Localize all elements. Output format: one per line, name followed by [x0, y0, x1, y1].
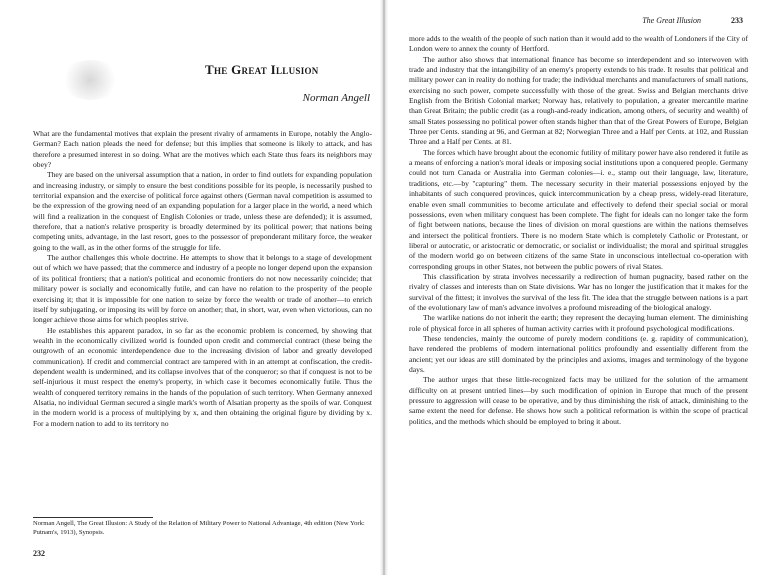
page-number-left: 232: [33, 549, 45, 558]
footnote: Norman Angell, The Great Illusion: A Study of the Relation of Military Power to National Advantage, 4th edition (New York: Putnam's, 1913), Synopsis.: [33, 520, 365, 536]
paragraph: These tendencies, mainly the outcome of purely modern conditions (e. g. rapidity of communication), have rendered the problems of modern international politics profoundly and essentially different from the ancient; yet our ideas are still dominated by the principles and axioms, images and terminology of the bygone days.: [409, 333, 748, 374]
left-body-text: [33, 129, 372, 429]
running-head: The Great Illusion: [642, 16, 701, 25]
paragraph: The author challenges this whole doctrine. He attempts to show that it belongs to a stage of development out of which we have passed; that the commerce and industry of a people no longer depend upon the expansion of its political frontiers; that a nation's political and economic frontiers do not now necessarily coincide; that military power is socially and economically futile, and can have no relation to the prosperity of the people exercising it; that it is impossible for one nation to seize by force the wealth or trade of another—to enrich itself by subjugating, or imposing its will by force on another; that, in short, war, even when victorious, can no longer achieve those aims for which peoples strive.: [33, 253, 372, 325]
paragraph: What are the fundamental motives that explain the present rivalry of armaments in Europe, notably the Anglo-German? Each nation pleads the need for defense; but this implies that someone is likely to attack, and has therefore a presumed interest in so doing. What are the motives which each State thus fears its neighbors may obey?: [33, 129, 372, 170]
book-gutter: [380, 0, 388, 575]
page-smudge: [60, 60, 120, 100]
paragraph: The author urges that these little-recognized facts may be utilized for the solution of the armament difficulty on at present untried lines—by such modification of opinion in Europe that much of the present pressure to aggression will cease to be operative, and by thus diminishing the risk of attack, diminishing to the same extent the need for defense. He shows how such a political reformation is within the scope of practical politics, and the methods which should be employed to bring it about.: [409, 375, 748, 426]
right-body-text: [409, 34, 748, 427]
paragraph: This classification by strata involves necessarily a redirection of human pugnacity, based rather on the rivalry of classes and interests than on State divisions. War has no longer the justification that it makes for the survival of the fittest; it involves the survival of the less fit. The idea that the struggle between nations is a part of the evolutionary law of man's advance involves a profound misreading of the biological analogy.: [409, 271, 748, 312]
right-page: [384, 0, 768, 575]
paragraph: more adds to the wealth of the people of such nation than it would add to the wealth of Londoners if the City of London were to annex the county of Hertford.: [409, 34, 748, 54]
paragraph: The author also shows that international finance has become so interdependent and so interwoven with trade and industry that the intangibility of an enemy's property extends to his trade. It results that political and military power can in reality do nothing for trade; the individual merchants and manufacturers of small nations, exercising no such power, compete successfully with those of the great. Swiss and Belgian merchants drive English from the British Colonial market; Norway has, relatively to population, a greater mercantile marine than Great Britain; the public credit (as a rough-and-ready indication, among others, of security and wealth) of small States possessing no political power often stands higher than that of the Great Powers of Europe, Belgian Three per Cents. standing at 96, and German at 82; Norwegian Three and a Half per Cents. at 102, and Russian Three and a Half per Cents. at 81.: [409, 54, 748, 147]
page-number-right: 233: [731, 16, 743, 25]
footnote-rule: [33, 517, 153, 518]
paragraph: He establishes this apparent paradox, in so far as the economic problem is concerned, by showing that wealth in the economically civilized world is founded upon credit and commercial contract (these being the outgrowth of an economic interdependence due to the increasing division of labor and greatly developed communication). If credit and commercial contract are tampered with in an attempt at confiscation, the credit-dependent wealth is undermined, and its collapse involves that of the conqueror; so that if conquest is not to be self-injurious it must respect the enemy's property, in which case it becomes economically futile. Thus the wealth of conquered territory remains in the hands of the population of such territory. When Germany annexed Alsatia, no individual German secured a single mark's worth of Alsatian property as the spoils of war. Conquest in the modern world is a process of multiplying by x, and then obtaining the original figure by dividing by x. For a modern nation to add to its territory no: [33, 325, 373, 428]
chapter-title: The Great Illusion: [205, 62, 319, 77]
paragraph: The warlike nations do not inherit the earth; they represent the decaying human element. The diminishing role of physical force in all spheres of human activity carries with it profound psychological modifications.: [409, 313, 748, 333]
paragraph: The forces which have brought about the economic futility of military power have also rendered it futile as a means of enforcing a nation's moral ideals or imposing social institutions upon a conquered people. Germany could not turn Canada or Australia into German colonies—i. e., stamp out their language, law, literature, traditions, etc.—by "capturing" them. The necessary security in their material possessions enjoyed by the inhabitants of such conquered provinces, quick intercommunication by a cheap press, widely-read literature, enable even small communities to become articulate and effectively to defend their special social or moral possessions, even when military conquest has been complete. The fight for ideals can no longer take the form of fight between nations, because the lines of division on moral questions are within the nations themselves and intersect the political frontiers. There is no modern State which is completely Catholic or Protestant, or liberal or autocratic, or aristocratic or democratic, or socialist or individualist; the moral and spiritual struggles of the modern world go on between citizens of the same State in unconscious intellectual co-operation with corresponding groups in other States, not between the public powers of rival States.: [409, 147, 748, 271]
paragraph: They are based on the universal assumption that a nation, in order to find outlets for expanding population and increasing industry, or simply to ensure the best conditions possible for its people, is necessarily pushed to territorial expansion and the exercise of political force against others (German naval competition is assumed to be the expression of the growing need of an expanding population for a larger place in the world, a need which will find a realization in the conquest of English Colonies or trade, unless these are defended); it is assumed, therefore, that a nation's relative prosperity is broadly determined by its political power; that nations being competing units, advantage, in the last resort, goes to the possessor of preponderant military force, the weaker going to the wall, as in the other forms of the struggle for life.: [33, 170, 372, 252]
author-name: Norman Angell: [302, 92, 370, 104]
